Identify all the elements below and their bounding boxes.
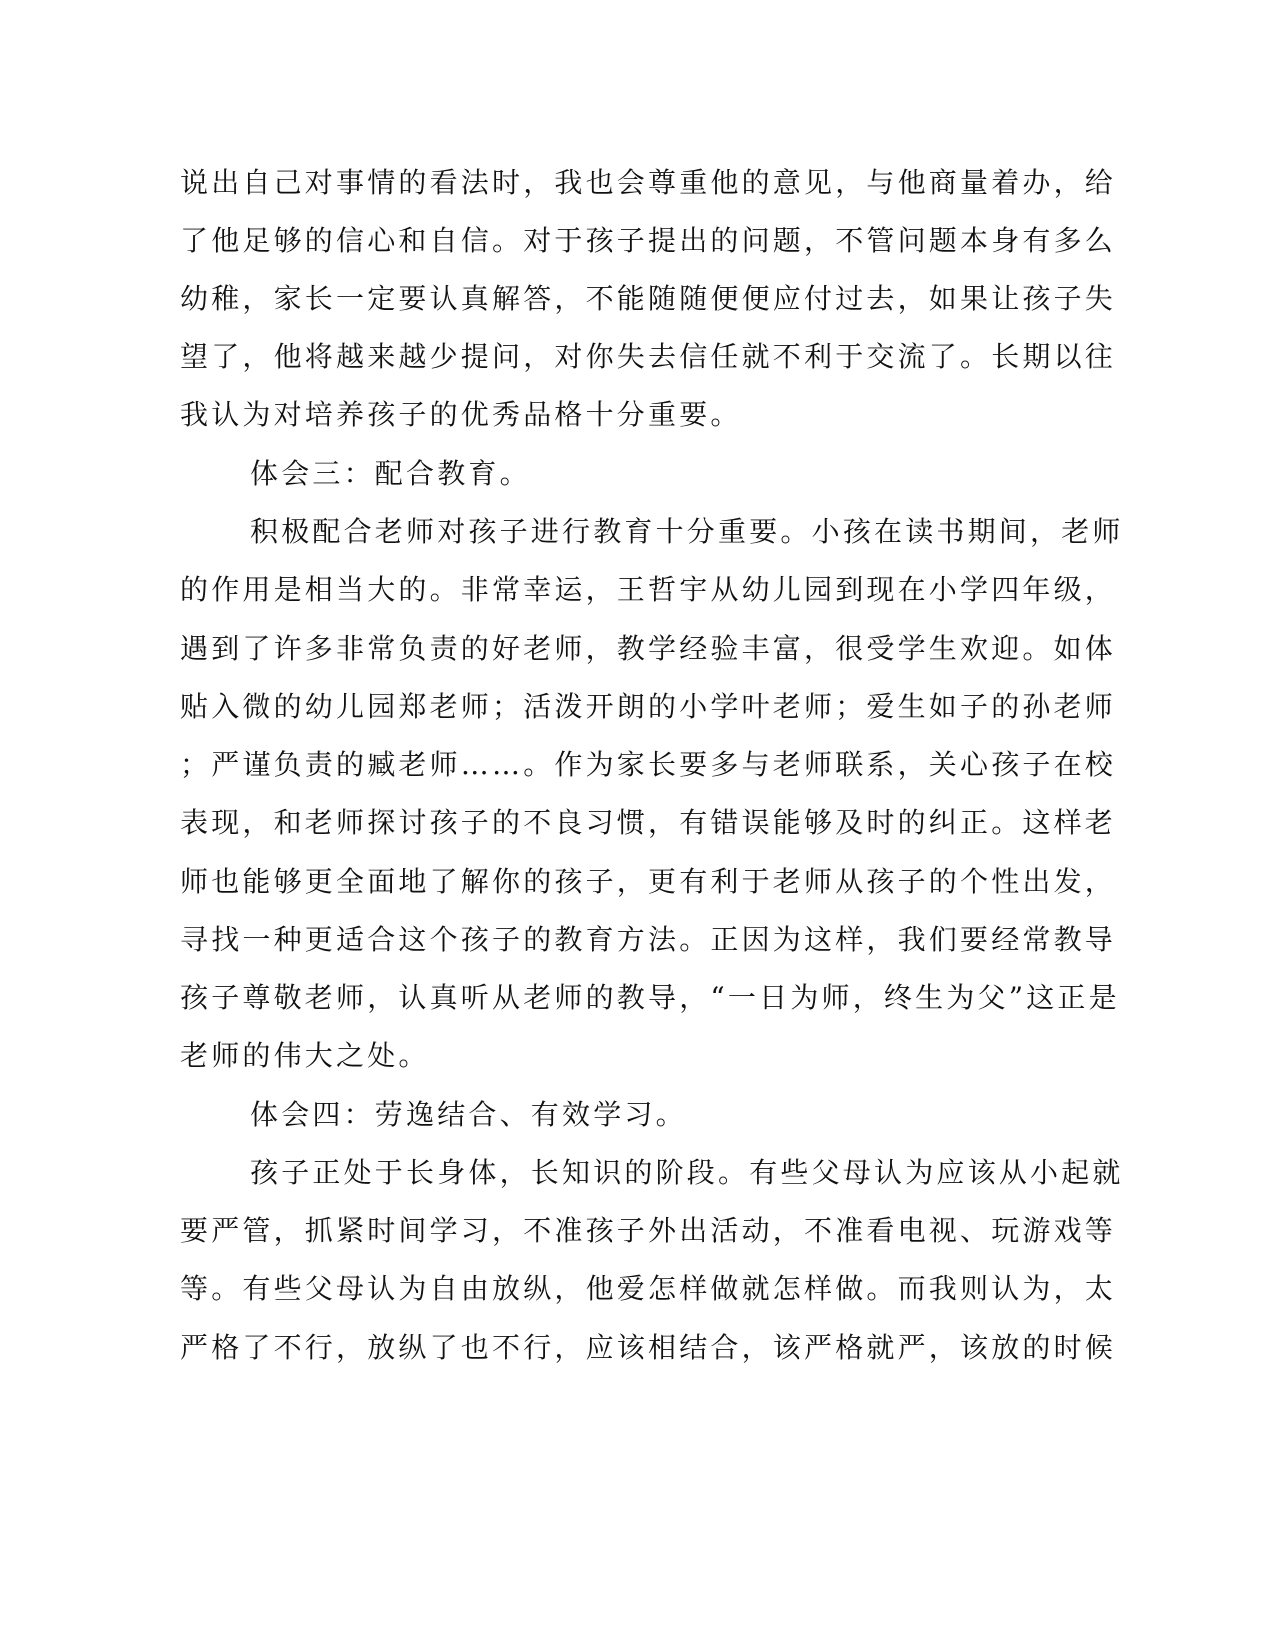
body-line: 说出自己对事情的看法时，我也会尊重他的意见，与他商量着办，给 [180,166,1117,199]
body-line: 表现，和老师探讨孩子的不良习惯，有错误能够及时的纠正。这样老 [180,806,1117,839]
paragraph-first-line: 孩子正处于长身体，长知识的阶段。有些父母认为应该从小起就 [250,1156,1124,1189]
body-line: 老师的伟大之处。 [180,1039,430,1072]
body-line: 孩子尊敬老师，认真听从老师的教导，“一日为师，终生为父”这正是 [180,981,1120,1014]
body-line: ；严谨负责的臧老师……。作为家长要多与老师联系，关心孩子在校 [180,748,1117,781]
section-heading: 体会四：劳逸结合、有效学习。 [250,1098,687,1131]
body-line: 贴入微的幼儿园郑老师；活泼开朗的小学叶老师；爱生如子的孙老师 [180,690,1117,723]
paragraph-first-line: 积极配合老师对孩子进行教育十分重要。小孩在读书期间，老师 [250,515,1124,548]
body-line: 了他足够的信心和自信。对于孩子提出的问题，不管问题本身有多么 [180,224,1117,257]
body-line: 的作用是相当大的。非常幸运，王哲宇从幼儿园到现在小学四年级， [180,573,1117,606]
body-line: 严格了不行，放纵了也不行，应该相结合，该严格就严，该放的时候 [180,1331,1117,1364]
body-line: 师也能够更全面地了解你的孩子，更有利于老师从孩子的个性出发， [180,865,1117,898]
body-line: 幼稚，家长一定要认真解答，不能随随便便应付过去，如果让孩子失 [180,282,1117,315]
body-line: 等。有些父母认为自由放纵，他爱怎样做就怎样做。而我则认为，太 [180,1272,1117,1305]
body-line: 寻找一种更适合这个孩子的教育方法。正因为这样，我们要经常教导 [180,923,1117,956]
body-line: 遇到了许多非常负责的好老师，教学经验丰富，很受学生欢迎。如体 [180,632,1117,665]
body-line: 望了，他将越来越少提问，对你失去信任就不利于交流了。长期以往 [180,340,1117,373]
section-heading: 体会三：配合教育。 [250,457,531,490]
body-line: 我认为对培养孩子的优秀品格十分重要。 [180,398,742,431]
body-line: 要严管，抓紧时间学习，不准孩子外出活动，不准看电视、玩游戏等 [180,1214,1117,1247]
